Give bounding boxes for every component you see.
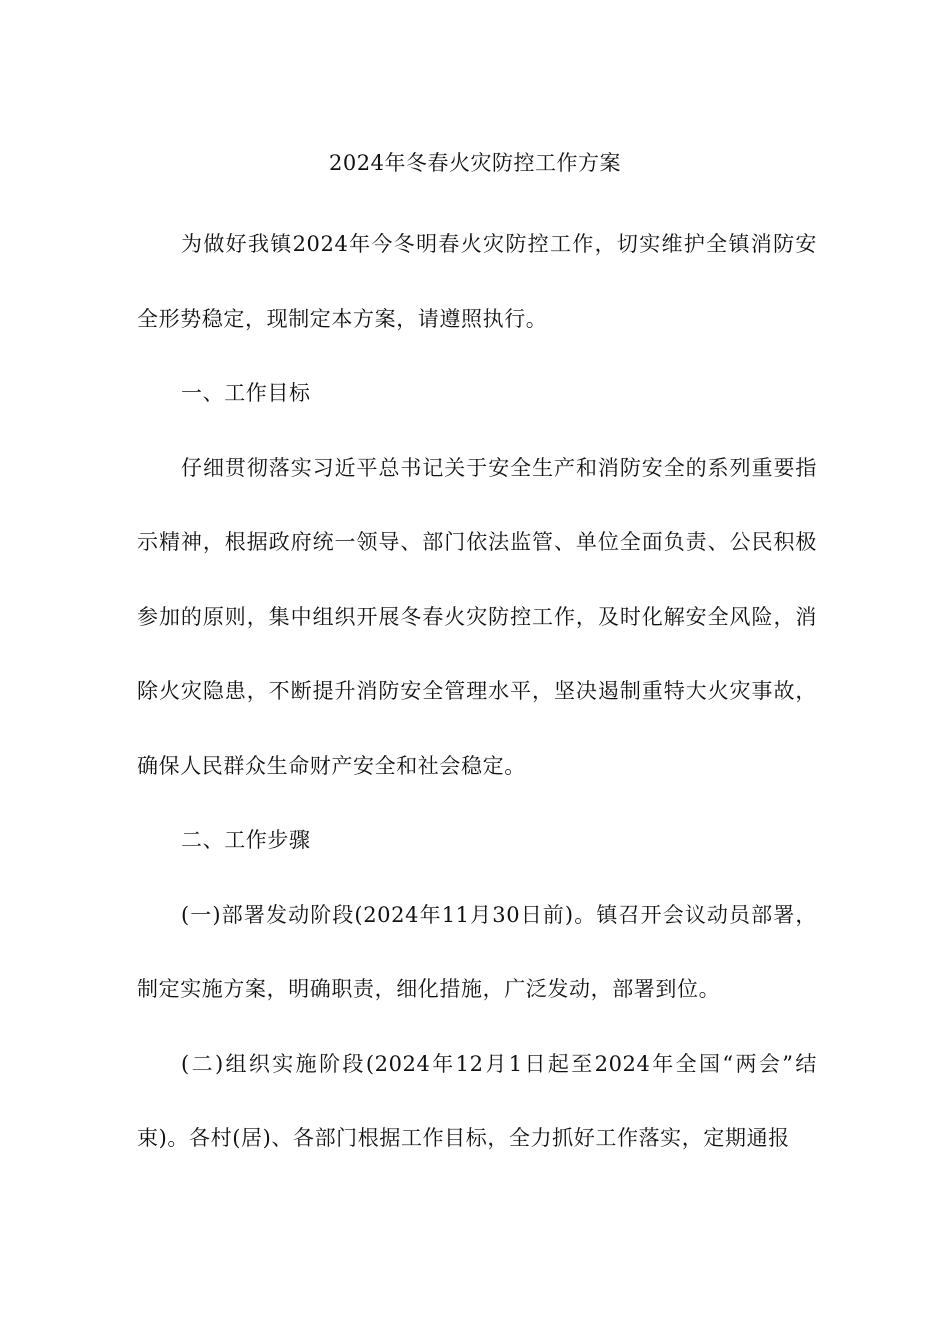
section-heading-steps: 二、工作步骤 — [181, 828, 311, 852]
intro-paragraph: 为做好我镇2024年今冬明春火灾防控工作，切实维护全镇消防安全形势稳定，现制定本方案，请遵照执行。 — [137, 232, 817, 331]
document-body — [137, 207, 817, 1176]
step-one-paragraph: (一)部署发动阶段(2024年11月30日前)。镇召开会议动员部署，制定实施方案，明确职责，细化措施，广泛发动，部署到位。 — [137, 902, 817, 1001]
goals-paragraph: 仔细贯彻落实习近平总书记关于安全生产和消防安全的系列重要指示精神，根据政府统一领导、部门依法监管、单位全面负责、公民积极参加的原则，集中组织开展冬春火灾防控工作，及时化解安全风险，消除火灾隐患，不断提升消防安全管理水平，坚决遏制重特大火灾事故，确保人民群众生命财产安全和社会稳定。 — [137, 455, 817, 778]
step-two-paragraph: (二)组织实施阶段(2024年12月1日起至2024年全国“两会”结束)。各村(居)、各部门根据工作目标，全力抓好工作落实，定期通报 — [137, 1051, 817, 1150]
document-title: 2024年冬春火灾防控工作方案 — [329, 151, 621, 175]
section-heading-goals: 一、工作目标 — [181, 381, 311, 405]
